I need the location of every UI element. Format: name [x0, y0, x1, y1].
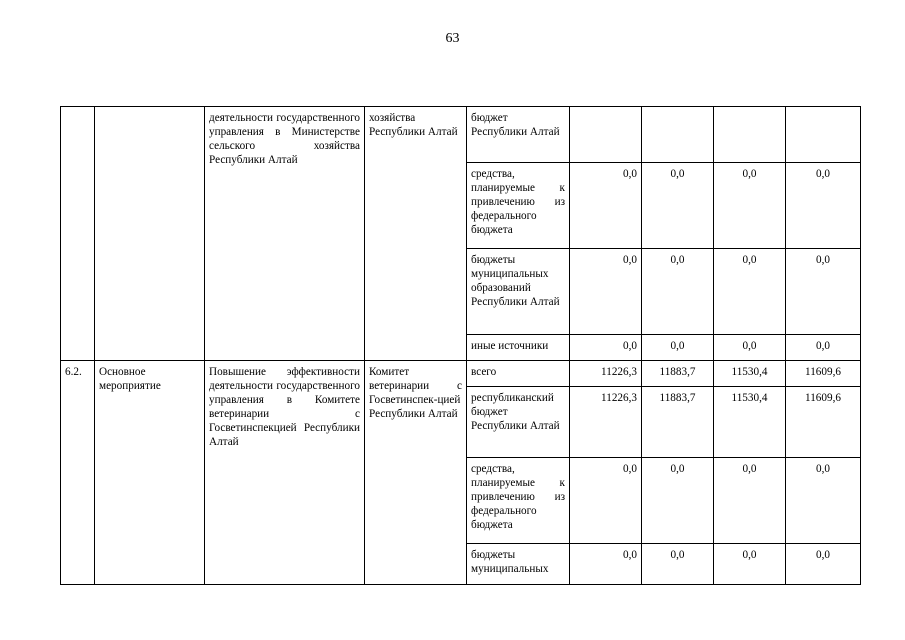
value-cell — [786, 107, 861, 163]
value-cell: 0,0 — [642, 249, 714, 335]
value-cell: 11530,4 — [714, 387, 786, 458]
budget-table — [60, 106, 861, 585]
value-cell: 11883,7 — [642, 387, 714, 458]
value-cell: 0,0 — [570, 249, 642, 335]
value-cell — [642, 107, 714, 163]
funding-source-cell: всего — [467, 361, 570, 387]
funding-source-cell: республиканский бюджет Республики Алтай — [467, 387, 570, 458]
funding-source-cell: бюджеты муниципальных — [467, 544, 570, 585]
value-cell: 11226,3 — [570, 361, 642, 387]
executor-cell: Комитет ветеринарии с Госветинспек-цией Республики Алтай — [365, 361, 467, 585]
value-cell: 11609,6 — [786, 361, 861, 387]
value-cell: 0,0 — [714, 163, 786, 249]
table-row — [61, 361, 861, 387]
activity-description-cell: деятельности государственного управления в Министерстве сельского хозяйства Республики Алтай — [205, 107, 365, 361]
value-cell: 11226,3 — [570, 387, 642, 458]
value-cell: 11530,4 — [714, 361, 786, 387]
funding-source-cell: бюджеты муниципальных образований Республики Алтай — [467, 249, 570, 335]
row-number-cell: 6.2. — [61, 361, 95, 585]
value-cell: 0,0 — [570, 163, 642, 249]
value-cell: 0,0 — [570, 458, 642, 544]
value-cell: 0,0 — [714, 335, 786, 361]
funding-source-cell: бюджет Республики Алтай — [467, 107, 570, 163]
value-cell: 0,0 — [714, 544, 786, 585]
funding-source-cell: средства, планируемые к привлечению из федерального бюджета — [467, 163, 570, 249]
value-cell: 0,0 — [786, 249, 861, 335]
funding-source-cell: средства, планируемые к привлечению из федерального бюджета — [467, 458, 570, 544]
value-cell: 0,0 — [786, 544, 861, 585]
value-cell: 0,0 — [642, 458, 714, 544]
value-cell: 0,0 — [786, 163, 861, 249]
value-cell: 0,0 — [786, 335, 861, 361]
value-cell: 0,0 — [642, 163, 714, 249]
table-row — [61, 107, 861, 163]
value-cell — [570, 107, 642, 163]
value-cell — [714, 107, 786, 163]
funding-source-cell: иные источники — [467, 335, 570, 361]
value-cell: 0,0 — [714, 458, 786, 544]
value-cell: 0,0 — [642, 544, 714, 585]
page-number: 63 — [445, 31, 460, 46]
activity-name-cell — [95, 107, 205, 361]
value-cell: 11609,6 — [786, 387, 861, 458]
value-cell: 0,0 — [570, 544, 642, 585]
value-cell: 0,0 — [570, 335, 642, 361]
value-cell: 0,0 — [642, 335, 714, 361]
row-number-cell — [61, 107, 95, 361]
value-cell: 0,0 — [714, 249, 786, 335]
executor-cell: хозяйства Республики Алтай — [365, 107, 467, 361]
activity-name-cell: Основное мероприятие — [95, 361, 205, 585]
value-cell: 0,0 — [786, 458, 861, 544]
activity-description-cell: Повышение эффективности деятельности государственного управления в Комитете ветеринарии с Госветинспекцией Республики Алтай — [205, 361, 365, 585]
value-cell: 11883,7 — [642, 361, 714, 387]
